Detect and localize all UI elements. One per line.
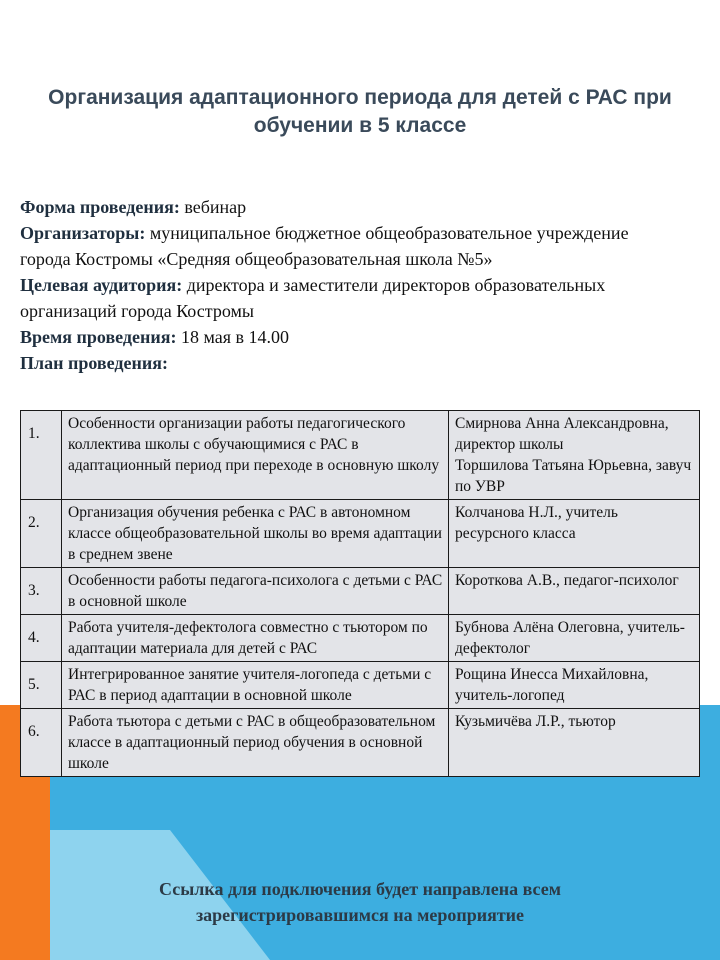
row-speaker: Рощина Инесса Михайловна, учитель-логопед — [449, 662, 700, 709]
row-number: 6. — [21, 709, 62, 777]
row-number: 3. — [21, 568, 62, 615]
row-speaker: Бубнова Алёна Олеговна, учитель-дефектолог — [449, 615, 700, 662]
table-row — [21, 500, 700, 568]
format-label: Форма проведения: — [20, 197, 180, 217]
row-topic: Интегрированное занятие учителя-логопеда с детьми с РАС в период адаптации в основной школе — [62, 662, 449, 709]
row-number: 1. — [21, 411, 62, 500]
speaker-line: Торшилова Татьяна Юрьевна, завуч по УВР — [455, 457, 692, 495]
row-speaker: Колчанова Н.Л., учитель ресурсного класса — [449, 500, 700, 568]
organizers-label: Организаторы: — [20, 223, 146, 243]
table-row — [21, 568, 700, 615]
time-value: 18 мая в 14.00 — [176, 327, 290, 347]
row-topic: Организация обучения ребенка с РАС в автономном классе общеобразовательной школы во время адаптации в среднем звене — [62, 500, 449, 568]
row-topic: Особенности организации работы педагогического коллектива школы с обучающимися с РАС в адаптационный период при переходе в основную школу — [62, 411, 449, 500]
row-speaker: Короткова А.В., педагог-психолог — [449, 568, 700, 615]
audience-line — [20, 272, 650, 324]
plan-table — [20, 410, 700, 777]
speaker-line: Смирнова Анна Александровна, директор школы — [455, 415, 669, 453]
organizers-value: муниципальное бюджетное общеобразовательное учреждение города Костромы «Средняя общеобразовательная школа №5» — [20, 223, 629, 269]
time-line — [20, 324, 650, 350]
row-number: 5. — [21, 662, 62, 709]
audience-value: директора и заместители директоров образовательных организаций города Костромы — [20, 275, 606, 321]
row-topic: Работа учителя-дефектолога совместно с тьютором по адаптации материала для детей с РАС — [62, 615, 449, 662]
time-label: Время проведения: — [20, 327, 177, 347]
audience-label: Целевая аудитория: — [20, 275, 183, 295]
table-row — [21, 615, 700, 662]
plan-line — [20, 350, 650, 376]
row-speaker — [449, 411, 700, 500]
format-line — [20, 194, 650, 220]
organizers-line — [20, 220, 650, 272]
format-value: вебинар — [179, 197, 247, 217]
row-topic: Особенности работы педагога-психолога с детьми с РАС в основной школе — [62, 568, 449, 615]
table-row — [21, 411, 700, 500]
table-row — [21, 709, 700, 777]
row-topic: Работа тьютора с детьми с РАС в общеобразовательном классе в адаптационный период обучения в основной школе — [62, 709, 449, 777]
row-speaker: Кузьмичёва Л.Р., тьютор — [449, 709, 700, 777]
event-info — [20, 194, 650, 376]
connection-link-note: Ссылка для подключения будет направлена всем зарегистрировавшимся на мероприятие — [159, 879, 561, 925]
row-number: 2. — [21, 500, 62, 568]
plan-label: План проведения: — [20, 353, 168, 373]
page-title: Организация адаптационного периода для детей с РАС при обучении в 5 классе — [48, 86, 672, 137]
row-number: 4. — [21, 615, 62, 662]
table-row — [21, 662, 700, 709]
